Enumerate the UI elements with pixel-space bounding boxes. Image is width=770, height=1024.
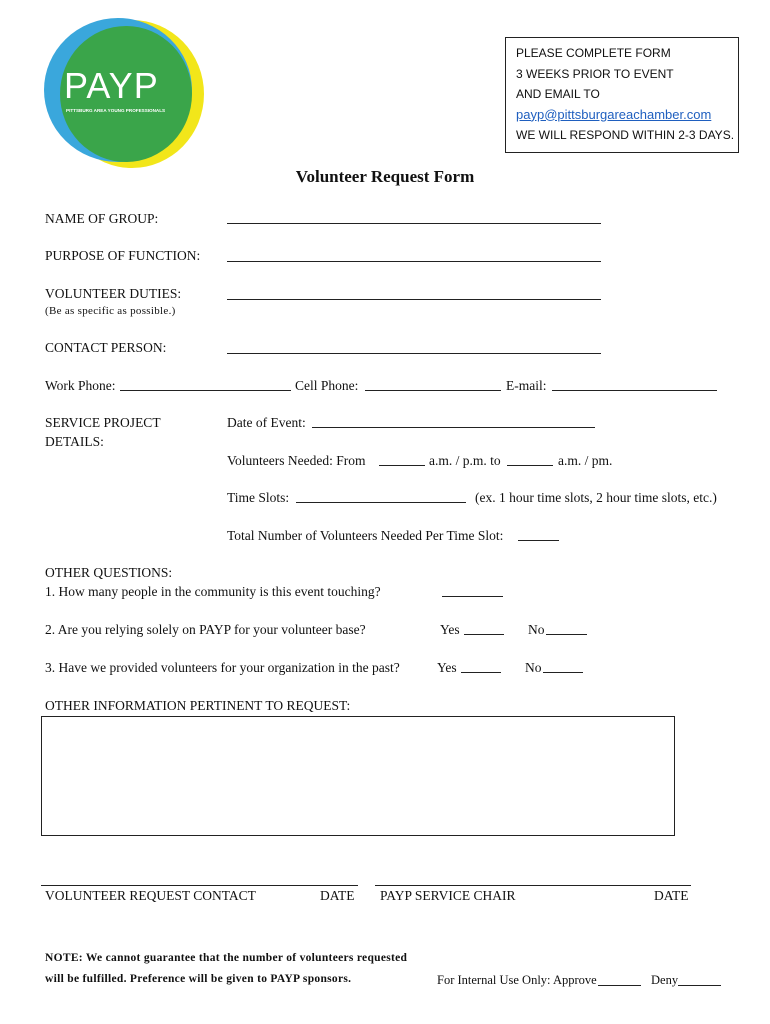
question-3-yes-field[interactable] (461, 659, 501, 678)
logo-subtitle: PITTSBURG AREA YOUNG PROFESSIONALS (66, 108, 166, 113)
question-2-no-label: No (528, 622, 545, 637)
other-info-textarea[interactable] (41, 716, 675, 836)
purpose-field[interactable] (227, 248, 601, 267)
question-2: 2. Are you relying solely on PAYP for your volunteer base? (45, 622, 366, 637)
contact-person-label: CONTACT PERSON: (45, 340, 167, 355)
service-chair-label: PAYP SERVICE CHAIR (380, 888, 516, 903)
internal-use-label: For Internal Use Only: Approve (437, 973, 597, 987)
deny-field[interactable] (678, 973, 721, 991)
volunteer-contact-date-label: DATE (320, 888, 355, 903)
work-phone-label: Work Phone: (45, 378, 116, 393)
payp-logo (40, 8, 210, 173)
volunteers-needed-end: a.m. / pm. (558, 453, 613, 468)
notice-line-1: PLEASE COMPLETE FORM (516, 46, 671, 60)
volunteers-needed-mid: a.m. / p.m. to (429, 453, 501, 468)
other-questions-heading: OTHER QUESTIONS: (45, 565, 173, 580)
notice-line-5: WE WILL RESPOND WITHIN 2-3 DAYS. (516, 128, 735, 142)
name-of-group-field[interactable] (227, 210, 601, 229)
approve-field[interactable] (598, 973, 641, 991)
contact-person-field[interactable] (227, 340, 601, 359)
volunteer-contact-signature-line[interactable] (41, 885, 358, 886)
cell-phone-label: Cell Phone: (295, 378, 359, 393)
volunteers-to-field[interactable] (507, 452, 553, 471)
volunteer-duties-note: (Be as specific as possible.) (45, 305, 176, 317)
work-phone-field[interactable] (120, 377, 291, 396)
service-project-label: SERVICE PROJECT (45, 415, 161, 430)
page-title: Volunteer Request Form (295, 167, 475, 186)
note-line-2: will be fulfilled. Preference will be given to PAYP sponsors. (45, 973, 352, 985)
name-of-group-label: NAME OF GROUP: (45, 211, 159, 226)
time-slots-example: (ex. 1 hour time slots, 2 hour time slots, etc.) (475, 490, 717, 505)
email-field[interactable] (552, 377, 717, 396)
time-slots-field[interactable] (296, 489, 466, 508)
service-details-label: DETAILS: (45, 434, 104, 449)
volunteers-needed-label: Volunteers Needed: From (227, 453, 366, 468)
purpose-label: PURPOSE OF FUNCTION: (45, 248, 201, 263)
question-2-yes-field[interactable] (464, 621, 504, 640)
date-of-event-field[interactable] (312, 414, 595, 433)
service-chair-signature-line[interactable] (375, 885, 691, 886)
question-2-yes-label: Yes (440, 622, 460, 637)
notice-box (505, 37, 739, 153)
volunteer-contact-label: VOLUNTEER REQUEST CONTACT (45, 888, 256, 903)
notice-line-3: AND EMAIL TO (516, 87, 600, 101)
volunteer-duties-label: VOLUNTEER DUTIES: (45, 286, 182, 301)
question-3-no-label: No (525, 660, 542, 675)
deny-label: Deny (651, 973, 679, 987)
question-3-no-field[interactable] (543, 659, 583, 678)
other-info-label: OTHER INFORMATION PERTINENT TO REQUEST: (45, 698, 351, 713)
service-chair-date-label: DATE (654, 888, 689, 903)
cell-phone-field[interactable] (365, 377, 501, 396)
volunteers-from-field[interactable] (379, 452, 425, 471)
question-2-no-field[interactable] (546, 621, 587, 640)
time-slots-label: Time Slots: (227, 490, 290, 505)
total-volunteers-field[interactable] (518, 527, 559, 546)
notice-email-link[interactable]: payp@pittsburgareachamber.com (516, 106, 712, 122)
question-3: 3. Have we provided volunteers for your organization in the past? (45, 660, 400, 675)
question-1: 1. How many people in the community is this event touching? (45, 584, 381, 599)
email-label: E-mail: (506, 378, 547, 393)
logo-text: PAYP (64, 65, 159, 106)
volunteer-duties-field[interactable] (227, 286, 601, 305)
total-volunteers-label: Total Number of Volunteers Needed Per Time Slot: (227, 528, 504, 543)
question-1-field[interactable] (442, 583, 503, 602)
date-of-event-label: Date of Event: (227, 415, 306, 430)
question-3-yes-label: Yes (437, 660, 457, 675)
notice-line-2: 3 WEEKS PRIOR TO EVENT (516, 66, 674, 81)
note-line-1: NOTE: We cannot guarantee that the number of volunteers requested (45, 952, 408, 964)
